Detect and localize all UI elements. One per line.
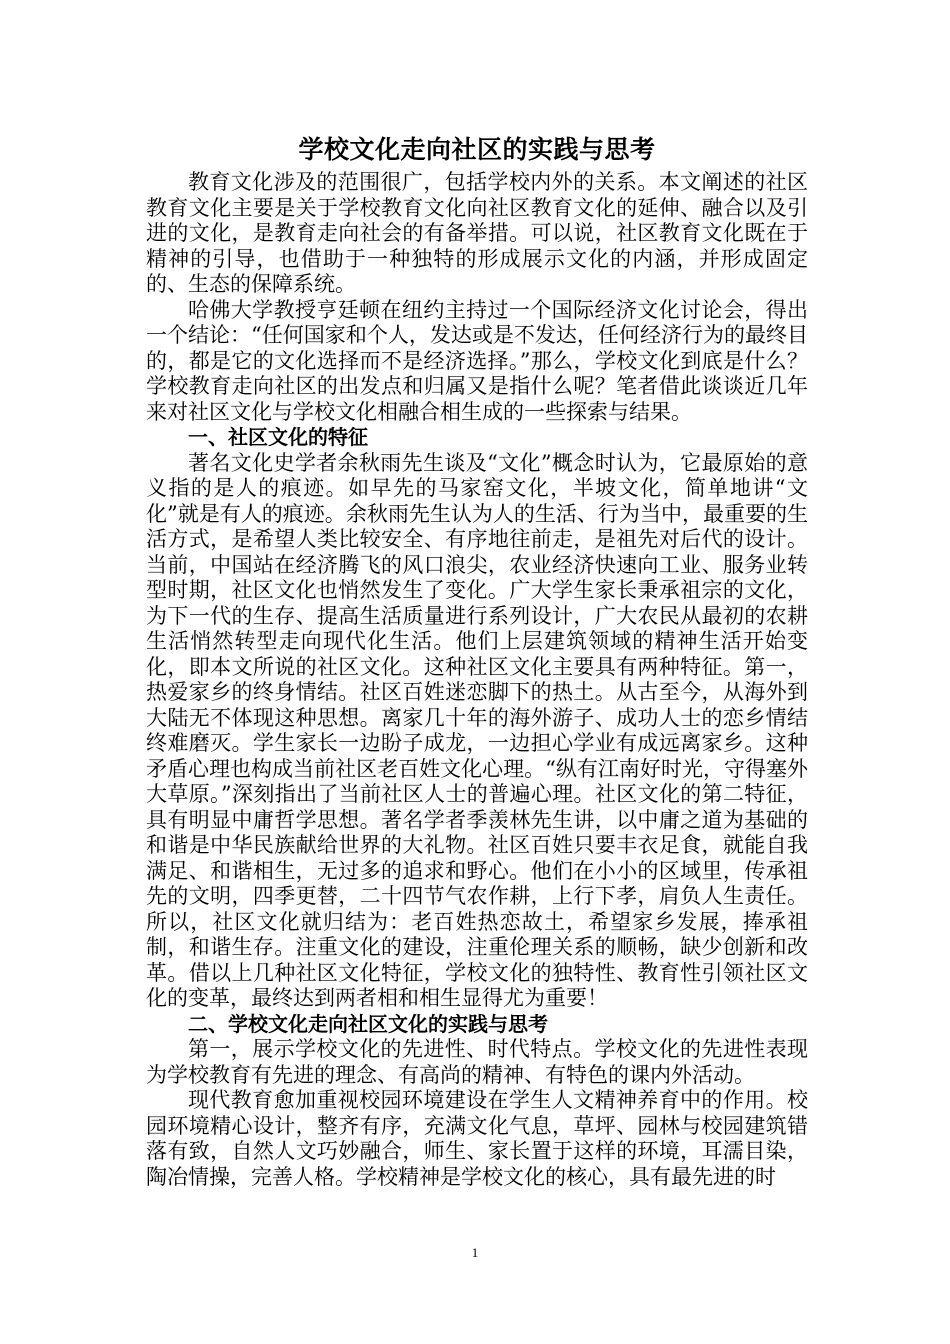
document-body	[146, 130, 808, 1190]
section-2-paragraph-1: 第一，展示学校文化的先进性、时代特点。学校文化的先进性表现为学校教育有先进的理念、有高尚的精神、有特色的课内外活动。	[146, 1037, 808, 1087]
intro-paragraph-2: 哈佛大学教授亨廷顿在纽约主持过一个国际经济文化讨论会，得出一个结论：“任何国家和个人，发达或是不发达，任何经济行为的最终目的，都是它的文化选择而不是经济选择。”那么，学校文化到底是什么？学校教育走向社区的出发点和归属又是指什么呢？笔者借此谈谈近几年来对社区文化与学校文化相融合相生成的一些探索与结果。	[146, 297, 808, 424]
section-1-paragraph: 著名文化史学者余秋雨先生谈及“文化”概念时认为，它最原始的意义指的是人的痕迹。如早先的马家窑文化，半坡文化，简单地讲“文化”就是有人的痕迹。余秋雨先生认为人的生活、行为当中，最重要的生活方式，是希望人类比较安全、有序地往前走，是祖先对后代的设计。当前，中国站在经济腾飞的风口浪尖，农业经济快速向工业、服务业转型时期，社区文化也悄然发生了变化。广大学生家长秉承祖宗的文化，为下一代的生存、提高生活质量进行系列设计，广大农民从最初的农耕生活悄然转型走向现代化生活。他们上层建筑领域的精神生活开始变化，即本文所说的社区文化。这种社区文化主要具有两种特征。第一，热爱家乡的终身情结。社区百姓迷恋脚下的热土。从古至今，从海外到大陆无不体现这种思想。离家几十年的海外游子、成功人士的恋乡情结终难磨灭。学生家长一边盼子成龙，一边担心学业有成远离家乡。这种矛盾心理也构成当前社区老百姓文化心理。“纵有江南好时光，守得塞外大草原。”深刻指出了当前社区人士的普遍心理。社区文化的第二特征，具有明显中庸哲学思想。著名学者季羡林先生讲，以中庸之道为基础的和谐是中华民族献给世界的大礼物。社区百姓只要丰衣足食，就能自我满足、和谐相生，无过多的追求和野心。他们在小小的区域里，传承祖先的文明，四季更替，二十四节气农作耕，上行下孝，肩负人生责任。所以，社区文化就归结为：老百姓热恋故土，希望家乡发展，捧承祖制，和谐生存。注重文化的建设，注重伦理关系的顺畅，缺少创新和改革。借以上几种社区文化特征，学校文化的独特性、教育性引领社区文化的变革，最终达到两者相和相生显得尤为重要！	[146, 450, 808, 1010]
document-title: 学校文化走向社区的实践与思考	[298, 135, 656, 164]
intro-paragraph-1: 教育文化涉及的范围很广，包括学校内外的关系。本文阐述的社区教育文化主要是关于学校教育文化向社区教育文化的延伸、融合以及引进的文化，是教育走向社会的有备举措。可以说，社区教育文化既在于精神的引导，也借助于一种独特的形成展示文化的内涵，并形成固定的、生态的保障系统。	[146, 170, 808, 296]
section-1-heading: 一、社区文化的特征	[188, 425, 368, 449]
page-number: 1	[471, 1245, 479, 1260]
section-2-paragraph-2: 现代教育愈加重视校园环境建设在学生人文精神养育中的作用。校园环境精心设计，整齐有序，充满文化气息，草坪、园林与校园建筑错落有致，自然人文巧妙融合，师生、家长置于这样的环境，耳濡目染，陶冶情操，完善人格。学校精神是学校文化的核心，具有最先进的时	[146, 1088, 808, 1189]
section-2-heading: 二、学校文化走向社区文化的实践与思考	[188, 1011, 548, 1036]
